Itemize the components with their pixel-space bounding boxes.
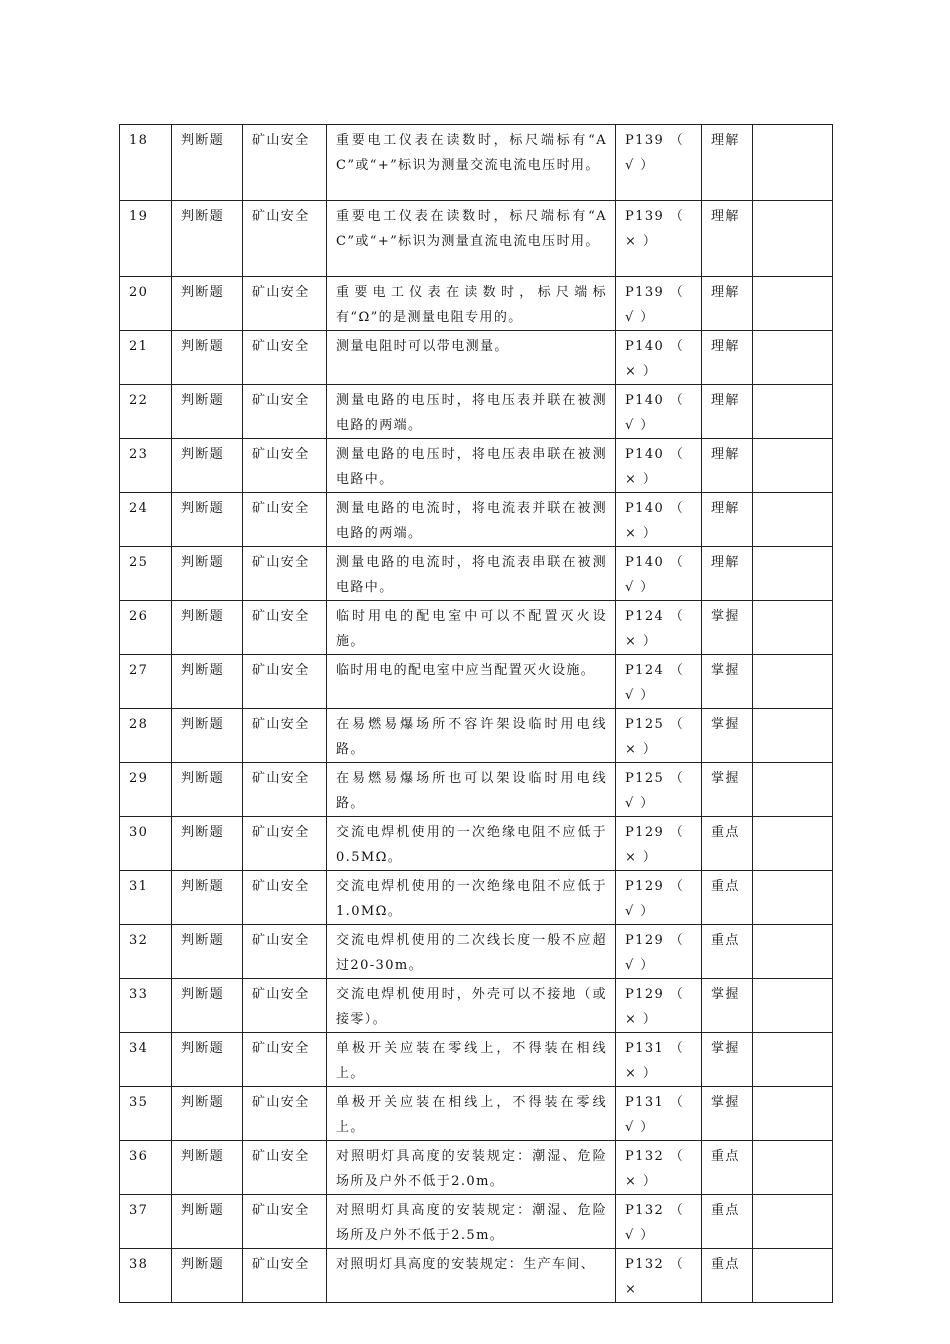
question-number: 25 xyxy=(120,547,172,601)
question-number: 28 xyxy=(120,709,172,763)
table-row xyxy=(120,871,833,925)
question-number: 21 xyxy=(120,331,172,385)
question-statement: 单极开关应装在零线上，不得装在相线上。 xyxy=(327,1033,616,1087)
question-note xyxy=(753,871,833,925)
question-table-page xyxy=(119,124,832,1303)
question-statement: 在易燃易爆场所不容许架设临时用电线路。 xyxy=(327,709,616,763)
question-type: 判断题 xyxy=(172,439,243,493)
table-row xyxy=(120,1195,833,1249)
question-note xyxy=(753,709,833,763)
question-type: 判断题 xyxy=(172,871,243,925)
question-subject: 矿山安全 xyxy=(243,709,327,763)
table-row xyxy=(120,709,833,763)
question-type: 判断题 xyxy=(172,1141,243,1195)
question-level: 理解 xyxy=(702,385,753,439)
question-number: 22 xyxy=(120,385,172,439)
question-level: 掌握 xyxy=(702,709,753,763)
question-level: 理解 xyxy=(702,125,753,201)
question-answer: P132 （ √ ） xyxy=(616,1195,702,1249)
question-type: 判断题 xyxy=(172,601,243,655)
question-note xyxy=(753,1195,833,1249)
question-statement: 单极开关应装在相线上，不得装在零线上。 xyxy=(327,1087,616,1141)
question-subject: 矿山安全 xyxy=(243,655,327,709)
question-subject: 矿山安全 xyxy=(243,385,327,439)
question-statement: 对照明灯具高度的安装规定：生产车间、 xyxy=(327,1249,616,1303)
question-level: 掌握 xyxy=(702,601,753,655)
table-row xyxy=(120,1141,833,1195)
question-note xyxy=(753,385,833,439)
question-type: 判断题 xyxy=(172,655,243,709)
question-number: 26 xyxy=(120,601,172,655)
question-level: 理解 xyxy=(702,277,753,331)
question-level: 重点 xyxy=(702,1249,753,1303)
table-row xyxy=(120,439,833,493)
question-number: 37 xyxy=(120,1195,172,1249)
question-level: 理解 xyxy=(702,439,753,493)
question-type: 判断题 xyxy=(172,1249,243,1303)
question-type: 判断题 xyxy=(172,925,243,979)
question-note xyxy=(753,277,833,331)
question-type: 判断题 xyxy=(172,817,243,871)
question-subject: 矿山安全 xyxy=(243,601,327,655)
question-type: 判断题 xyxy=(172,1087,243,1141)
question-answer: P125 （ × ） xyxy=(616,709,702,763)
table-row xyxy=(120,817,833,871)
question-answer: P124 （ × ） xyxy=(616,601,702,655)
question-statement: 对照明灯具高度的安装规定：潮湿、危险场所及户外不低于2.0m。 xyxy=(327,1141,616,1195)
question-level: 理解 xyxy=(702,331,753,385)
question-number: 33 xyxy=(120,979,172,1033)
table-row xyxy=(120,493,833,547)
question-subject: 矿山安全 xyxy=(243,979,327,1033)
question-subject: 矿山安全 xyxy=(243,1033,327,1087)
question-subject: 矿山安全 xyxy=(243,331,327,385)
question-subject: 矿山安全 xyxy=(243,277,327,331)
table-row xyxy=(120,1087,833,1141)
question-level: 掌握 xyxy=(702,1087,753,1141)
question-number: 31 xyxy=(120,871,172,925)
question-subject: 矿山安全 xyxy=(243,925,327,979)
question-number: 34 xyxy=(120,1033,172,1087)
question-statement: 测量电路的电压时，将电压表串联在被测电路中。 xyxy=(327,439,616,493)
question-number: 29 xyxy=(120,763,172,817)
question-subject: 矿山安全 xyxy=(243,125,327,201)
question-subject: 矿山安全 xyxy=(243,547,327,601)
table-row xyxy=(120,763,833,817)
question-level: 重点 xyxy=(702,817,753,871)
question-level: 掌握 xyxy=(702,763,753,817)
question-subject: 矿山安全 xyxy=(243,1087,327,1141)
question-type: 判断题 xyxy=(172,709,243,763)
question-type: 判断题 xyxy=(172,201,243,277)
question-subject: 矿山安全 xyxy=(243,1195,327,1249)
table-row xyxy=(120,201,833,277)
question-answer: P129 （ × ） xyxy=(616,979,702,1033)
question-answer: P132 （ × ） xyxy=(616,1141,702,1195)
table-row xyxy=(120,277,833,331)
question-number: 32 xyxy=(120,925,172,979)
question-note xyxy=(753,763,833,817)
question-number: 24 xyxy=(120,493,172,547)
question-answer: P140 （ √ ） xyxy=(616,547,702,601)
question-number: 20 xyxy=(120,277,172,331)
table-row xyxy=(120,655,833,709)
question-note xyxy=(753,601,833,655)
question-statement: 交流电焊机使用时，外壳可以不接地（或接零）。 xyxy=(327,979,616,1033)
question-type: 判断题 xyxy=(172,979,243,1033)
question-table xyxy=(119,124,833,1303)
question-answer: P139 （ × ） xyxy=(616,201,702,277)
question-answer: P132 （ × xyxy=(616,1249,702,1303)
table-row xyxy=(120,979,833,1033)
question-number: 38 xyxy=(120,1249,172,1303)
question-number: 30 xyxy=(120,817,172,871)
question-type: 判断题 xyxy=(172,547,243,601)
question-answer: P129 （ √ ） xyxy=(616,925,702,979)
question-type: 判断题 xyxy=(172,763,243,817)
table-row xyxy=(120,601,833,655)
question-level: 掌握 xyxy=(702,979,753,1033)
question-subject: 矿山安全 xyxy=(243,201,327,277)
question-level: 掌握 xyxy=(702,655,753,709)
question-subject: 矿山安全 xyxy=(243,439,327,493)
table-row xyxy=(120,925,833,979)
question-note xyxy=(753,493,833,547)
question-note xyxy=(753,125,833,201)
question-number: 19 xyxy=(120,201,172,277)
question-statement: 临时用电的配电室中可以不配置灭火设施。 xyxy=(327,601,616,655)
question-type: 判断题 xyxy=(172,331,243,385)
table-row xyxy=(120,125,833,201)
question-statement: 重要电工仪表在读数时，标尺端标有“AC”或“+”标识为测量直流电流电压时用。 xyxy=(327,201,616,277)
question-level: 重点 xyxy=(702,871,753,925)
question-note xyxy=(753,439,833,493)
question-answer: P140 （ × ） xyxy=(616,493,702,547)
question-note xyxy=(753,979,833,1033)
question-number: 27 xyxy=(120,655,172,709)
question-note xyxy=(753,547,833,601)
question-level: 重点 xyxy=(702,1195,753,1249)
question-level: 理解 xyxy=(702,547,753,601)
question-statement: 测量电路的电流时，将电流表并联在被测电路的两端。 xyxy=(327,493,616,547)
question-answer: P140 （ × ） xyxy=(616,439,702,493)
question-note xyxy=(753,331,833,385)
table-row xyxy=(120,1033,833,1087)
question-statement: 对照明灯具高度的安装规定：潮湿、危险场所及户外不低于2.5m。 xyxy=(327,1195,616,1249)
question-answer: P131 （ √ ） xyxy=(616,1087,702,1141)
question-number: 18 xyxy=(120,125,172,201)
question-note xyxy=(753,1087,833,1141)
question-note xyxy=(753,655,833,709)
question-level: 重点 xyxy=(702,1141,753,1195)
question-answer: P124 （ √ ） xyxy=(616,655,702,709)
question-statement: 临时用电的配电室中应当配置灭火设施。 xyxy=(327,655,616,709)
question-level: 理解 xyxy=(702,493,753,547)
question-statement: 测量电阻时可以带电测量。 xyxy=(327,331,616,385)
question-level: 掌握 xyxy=(702,1033,753,1087)
question-note xyxy=(753,1033,833,1087)
question-number: 35 xyxy=(120,1087,172,1141)
question-type: 判断题 xyxy=(172,1033,243,1087)
question-statement: 重要电工仪表在读数时，标尺端标有“Ω”的是测量电阻专用的。 xyxy=(327,277,616,331)
table-row xyxy=(120,547,833,601)
question-level: 重点 xyxy=(702,925,753,979)
question-subject: 矿山安全 xyxy=(243,817,327,871)
question-type: 判断题 xyxy=(172,1195,243,1249)
question-answer: P125 （ √ ） xyxy=(616,763,702,817)
question-answer: P131 （ × ） xyxy=(616,1033,702,1087)
question-level: 理解 xyxy=(702,201,753,277)
question-answer: P139 （ √ ） xyxy=(616,277,702,331)
table-row xyxy=(120,385,833,439)
question-answer: P140 （ √ ） xyxy=(616,385,702,439)
question-note xyxy=(753,817,833,871)
question-type: 判断题 xyxy=(172,493,243,547)
question-number: 36 xyxy=(120,1141,172,1195)
question-statement: 测量电路的电压时，将电压表并联在被测电路的两端。 xyxy=(327,385,616,439)
question-type: 判断题 xyxy=(172,125,243,201)
question-type: 判断题 xyxy=(172,277,243,331)
question-note xyxy=(753,925,833,979)
question-statement: 在易燃易爆场所也可以架设临时用电线路。 xyxy=(327,763,616,817)
question-answer: P139 （ √ ） xyxy=(616,125,702,201)
question-answer: P140 （ × ） xyxy=(616,331,702,385)
question-note xyxy=(753,1141,833,1195)
question-note xyxy=(753,1249,833,1303)
question-subject: 矿山安全 xyxy=(243,1141,327,1195)
question-subject: 矿山安全 xyxy=(243,871,327,925)
question-subject: 矿山安全 xyxy=(243,493,327,547)
table-row xyxy=(120,1249,833,1303)
question-statement: 交流电焊机使用的一次绝缘电阻不应低于1.0MΩ。 xyxy=(327,871,616,925)
question-number: 23 xyxy=(120,439,172,493)
question-type: 判断题 xyxy=(172,385,243,439)
question-statement: 重要电工仪表在读数时，标尺端标有“AC”或“+”标识为测量交流电流电压时用。 xyxy=(327,125,616,201)
question-subject: 矿山安全 xyxy=(243,1249,327,1303)
question-answer: P129 （ × ） xyxy=(616,817,702,871)
question-note xyxy=(753,201,833,277)
table-row xyxy=(120,331,833,385)
question-answer: P129 （ √ ） xyxy=(616,871,702,925)
question-statement: 交流电焊机使用的二次线长度一般不应超过20-30m。 xyxy=(327,925,616,979)
question-subject: 矿山安全 xyxy=(243,763,327,817)
question-statement: 交流电焊机使用的一次绝缘电阻不应低于0.5MΩ。 xyxy=(327,817,616,871)
question-statement: 测量电路的电流时，将电流表串联在被测电路中。 xyxy=(327,547,616,601)
